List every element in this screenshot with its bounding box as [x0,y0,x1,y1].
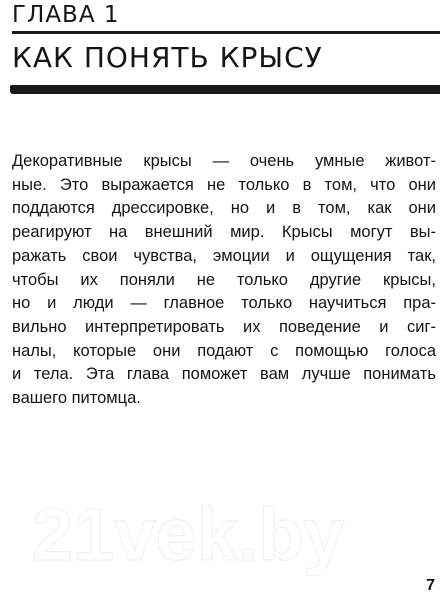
body-line: но и люди — главное только научиться пра- [12,294,436,313]
chapter-brush-rule [10,85,440,94]
chapter-label: ГЛАВА 1 [12,2,120,28]
body-line: ражать свои чувства, эмоции и ощущения так, [12,246,436,265]
body-paragraph [12,150,436,411]
body-line: поддаются дрессировке, но и в том, как они [12,199,436,218]
body-line: налы, которые они подают с помощью голоса [12,341,436,360]
page-number: 7 [426,577,435,594]
chapter-top-rule [12,31,440,34]
body-line: Декоративные крысы — очень умные живот- [12,152,436,170]
body-line: чтобы их поняли не только другие крысы, [12,270,436,289]
watermark: 21vek.by [32,493,345,576]
body-line: вашего питомца. [12,389,141,408]
body-line: реагируют на внешний мир. Крысы могут вы- [12,223,436,242]
body-line: вильно интерпретировать их поведение и сиг- [12,317,436,336]
body-line: ные. Это выражается не только в том, что они [12,175,436,194]
body-line: и тела. Эта глава поможет вам лучше понимать [12,365,436,384]
chapter-title: КАК ПОНЯТЬ КРЫСУ [12,41,323,74]
